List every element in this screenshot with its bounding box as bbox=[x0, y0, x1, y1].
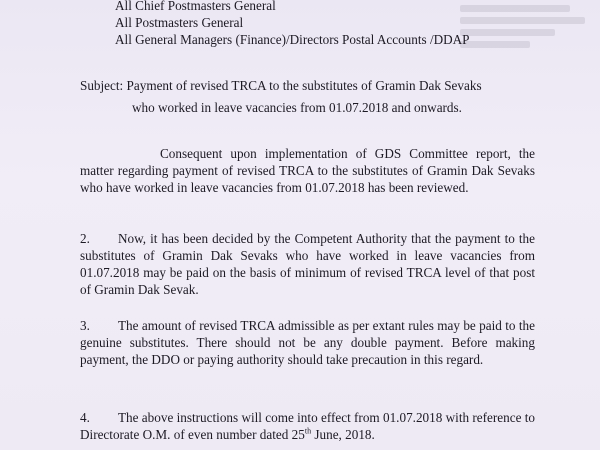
paragraph-4-number: 4. bbox=[80, 410, 90, 425]
paragraph-2 bbox=[80, 230, 535, 298]
paragraph-3-text: The amount of revised TRCA admissible as per extant rules may be paid to the genuine substitutes. There should not be any double payment. Before making payment, the DDO or paying authority should take precaution in this regard. bbox=[80, 318, 535, 367]
paragraph-2-text: Now, it has been decided by the Competent Authority that the payment to the substitutes of Gramin Dak Sevaks who have worked in leave vacancies from 01.07.2018 may be paid on the basis of minimum of revised TRCA level of that post of Gramin Dak Sevak. bbox=[80, 231, 535, 297]
faded-background-text bbox=[450, 0, 600, 60]
paragraph-3 bbox=[80, 317, 535, 368]
subject-line-1: Payment of revised TRCA to the substitutes of Gramin Dak Sevaks bbox=[126, 78, 482, 93]
paragraph-4-superscript: th bbox=[304, 426, 312, 436]
subject-line-2: who worked in leave vacancies from 01.07.2018 and onwards. bbox=[132, 100, 462, 115]
paragraph-3-number: 3. bbox=[80, 318, 90, 333]
addressee-chief-postmasters: All Chief Postmasters General bbox=[115, 0, 276, 13]
paragraph-4 bbox=[80, 409, 535, 443]
paragraph-1 bbox=[80, 145, 535, 196]
paragraph-2-number: 2. bbox=[80, 231, 90, 246]
addressee-postmasters: All Postmasters General bbox=[115, 15, 244, 30]
paragraph-4-text: The above instructions will come into effect from 01.07.2018 with reference to Directorate O.M. of even number dated 25 bbox=[80, 410, 535, 442]
subject-block bbox=[80, 77, 510, 116]
addressee-general-managers: All General Managers (Finance)/Directors Postal Accounts /DDAP bbox=[115, 32, 470, 47]
paragraph-4-end: June, 2018. bbox=[311, 427, 375, 442]
subject-label: Subject: bbox=[80, 78, 124, 93]
paragraph-1-text: Consequent upon implementation of GDS Committee report, the matter regarding payment of revised TRCA to the substitutes of Gramin Dak Sevaks who have worked in leave vacancies from 01.07.2018 has been reviewed. bbox=[80, 146, 535, 195]
